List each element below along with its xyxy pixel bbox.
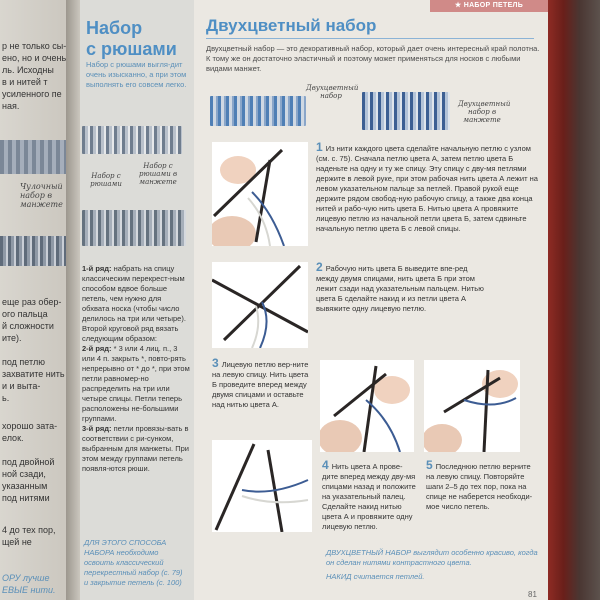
row-2	[82, 344, 190, 424]
step-4-illustration	[320, 360, 414, 452]
ruffle-cuff-photo	[82, 210, 186, 246]
label-ruffle: Набор с рюшами	[90, 172, 122, 188]
sidebar-body	[82, 264, 190, 474]
left-line: захватите нить	[2, 369, 65, 379]
step-1-photo	[212, 142, 308, 246]
left-line: ено, но и очень	[2, 53, 67, 63]
main-title: Двухцветный набор	[206, 16, 377, 35]
left-line: ите).	[2, 333, 22, 343]
step-5-number: 5	[426, 458, 433, 472]
row-1-text: набрать на спицу классическим перекрест-ным способом вдвое больше петель, чем нужно для обхвата носка (чтобы число делилось на три или четыре). Второй круговой ряд вязать следующим образом:	[82, 264, 186, 343]
row-3-label: 3-й ряд:	[82, 424, 112, 433]
sidebar-title-line: Набор	[86, 18, 143, 38]
sidebar-title-line: с рюшами	[86, 39, 177, 59]
step-3-number: 3	[212, 356, 219, 370]
step-5	[426, 460, 538, 512]
main-note-line: НАКИД считается петлей.	[326, 572, 425, 581]
main-intro: Двухцветный набор — это декоративный набор, который дает очень интересный край полотна. К тому же он достаточно эластичный и поэтому может применяться для носков с любыми видами манжет.	[206, 44, 540, 73]
section-header: ★ НАБОР ПЕТЕЛЬ	[430, 0, 548, 12]
step-3-photo	[212, 440, 312, 532]
left-line: под нитями	[2, 493, 50, 503]
step-1-text: Из нити каждого цвета сделайте начальную петлю с узлом (см. с. 75). Сначала петлю цвета А, затем петлю цвета Б наденьте на одну и ту же спицу. Эту спицу с дву-мя петлями держите в левой руке, при этом рабочая нить цвета А лежит на левом указательном пальце за петлей. Правой рукой еще держите рядом свобод-ную рабочую спицу, а также два конца нитей и рабо-чую нить цвета Б. Нитью цвета А провяжите лицевую петлю из начальной петли цвета Б, затем сдвиньте начальную петлю цвета Б с левой спицы.	[316, 144, 538, 233]
label-two-color-cuff: Двухцветный набор в манжете	[458, 100, 511, 124]
step-5-illustration	[424, 360, 520, 452]
step-4-text: Нить цвета А прове-дите вперед между дву-мя спицами назад и положите на указательный палец. Сделайте накид нитью цвета А и провяжите одну лицевую петлю.	[322, 462, 416, 531]
step-2-number: 2	[316, 260, 323, 274]
left-knit-sample-cuff	[0, 236, 68, 266]
left-line: р не только сы-	[2, 41, 67, 51]
two-color-cuff-photo	[362, 92, 450, 130]
left-line: ль. Исходны	[2, 65, 54, 75]
main-note-line: ДВУХЦВЕТНЫЙ НАБОР выглядит особенно красиво, когда он сделан нитями контрастного цвета.	[326, 548, 538, 567]
left-line: ь.	[2, 393, 10, 403]
sidebar-title	[86, 18, 177, 60]
left-line: под петлю	[2, 357, 45, 367]
step-4-number: 4	[322, 458, 329, 472]
row-1	[82, 264, 190, 344]
left-line: под двойной	[2, 457, 55, 467]
step-5-photo	[424, 360, 520, 452]
page-edge	[548, 0, 600, 600]
row-2-label: 2-й ряд:	[82, 344, 112, 353]
left-line: хорошо зата-	[2, 421, 58, 431]
left-line: указанным	[2, 481, 48, 491]
left-knit-sample	[0, 140, 68, 174]
left-line: 4 до тех пор,	[2, 525, 56, 535]
main-note	[326, 548, 538, 582]
left-line: елок.	[2, 433, 24, 443]
title-rule	[206, 38, 534, 39]
step-2	[316, 262, 484, 314]
ruffle-sample-photo	[82, 126, 182, 154]
row-1-label: 1-й ряд:	[82, 264, 112, 273]
step-3	[212, 358, 312, 410]
step-4-photo	[320, 360, 414, 452]
step-5-text: Последнюю петлю верните на левую спицу. Повторяйте шаги 2–5 до тех пор, пока на спице не наберется необходи-мое число петель.	[426, 462, 533, 511]
left-line: й сложности	[2, 321, 54, 331]
step-1-illustration	[212, 142, 308, 246]
label-ruffle-cuff: Набор с рюшами в манжете	[138, 162, 178, 186]
step-1-number: 1	[316, 140, 323, 154]
two-color-sample-photo	[210, 96, 306, 126]
step-3-illustration	[212, 440, 312, 532]
step-2-photo	[212, 262, 308, 348]
row-3	[82, 424, 190, 474]
left-line: ого пальца	[2, 309, 48, 319]
left-annotation: Чулочный набор в манжете	[20, 182, 63, 209]
row-2-text: * 3 или 4 лиц. п., 3 или 4 п. закрыть *, повто-рять непрерывно от * до *, при этом петли равномер-но распределить на три или четыре спицы. Петли теперь расположены не-большими группами.	[82, 344, 190, 423]
label-two-color: Двухцветный набор	[306, 84, 359, 100]
left-line: усиленного пе	[2, 89, 62, 99]
page-number: 81	[528, 590, 537, 599]
left-line: ная.	[2, 101, 20, 111]
step-1	[316, 142, 538, 234]
step-2-text: Рабочую нить цвета Б выведите впе-ред между двумя спицами, нить цвета Б при этом лежит сзади над указательным пальцем. Нитью цвета Б сделайте накид и из петли цвета А вывяжите одну лицевую петлю.	[316, 264, 484, 313]
left-line: и и выта-	[2, 381, 41, 391]
left-page	[0, 0, 68, 600]
left-line: еще раз обер-	[2, 297, 62, 307]
step-2-illustration	[212, 262, 308, 348]
step-3-text: Лицевую петлю вер-ните на левую спицу. Нить цвета Б проведите вперед между двумя спицами и оставьте над нитью цвета А.	[212, 360, 309, 409]
left-line: щей не	[2, 537, 32, 547]
row-3-text: петли провязы-вать в соответствии с ри-сунком, выбранным для манжеты. При этом между группами петель появля-ются рюши.	[82, 424, 189, 473]
sidebar-intro: Набор с рюшами выгля-дит очень изысканно, а при этом выполнять его совсем легко.	[86, 60, 187, 89]
sidebar-note: ДЛЯ ЭТОГО СПОСОБА НАБОРА необходимо освоить классический перекрестный набор (с. 79) и закрытие петель (с. 100)	[84, 538, 183, 587]
left-line: ной сзади,	[2, 469, 46, 479]
left-line: ЕВЫЕ нити.	[2, 585, 56, 595]
step-4	[322, 460, 418, 532]
left-line: ОРУ лучше	[2, 573, 50, 583]
left-line: в и нитей т	[2, 77, 48, 87]
